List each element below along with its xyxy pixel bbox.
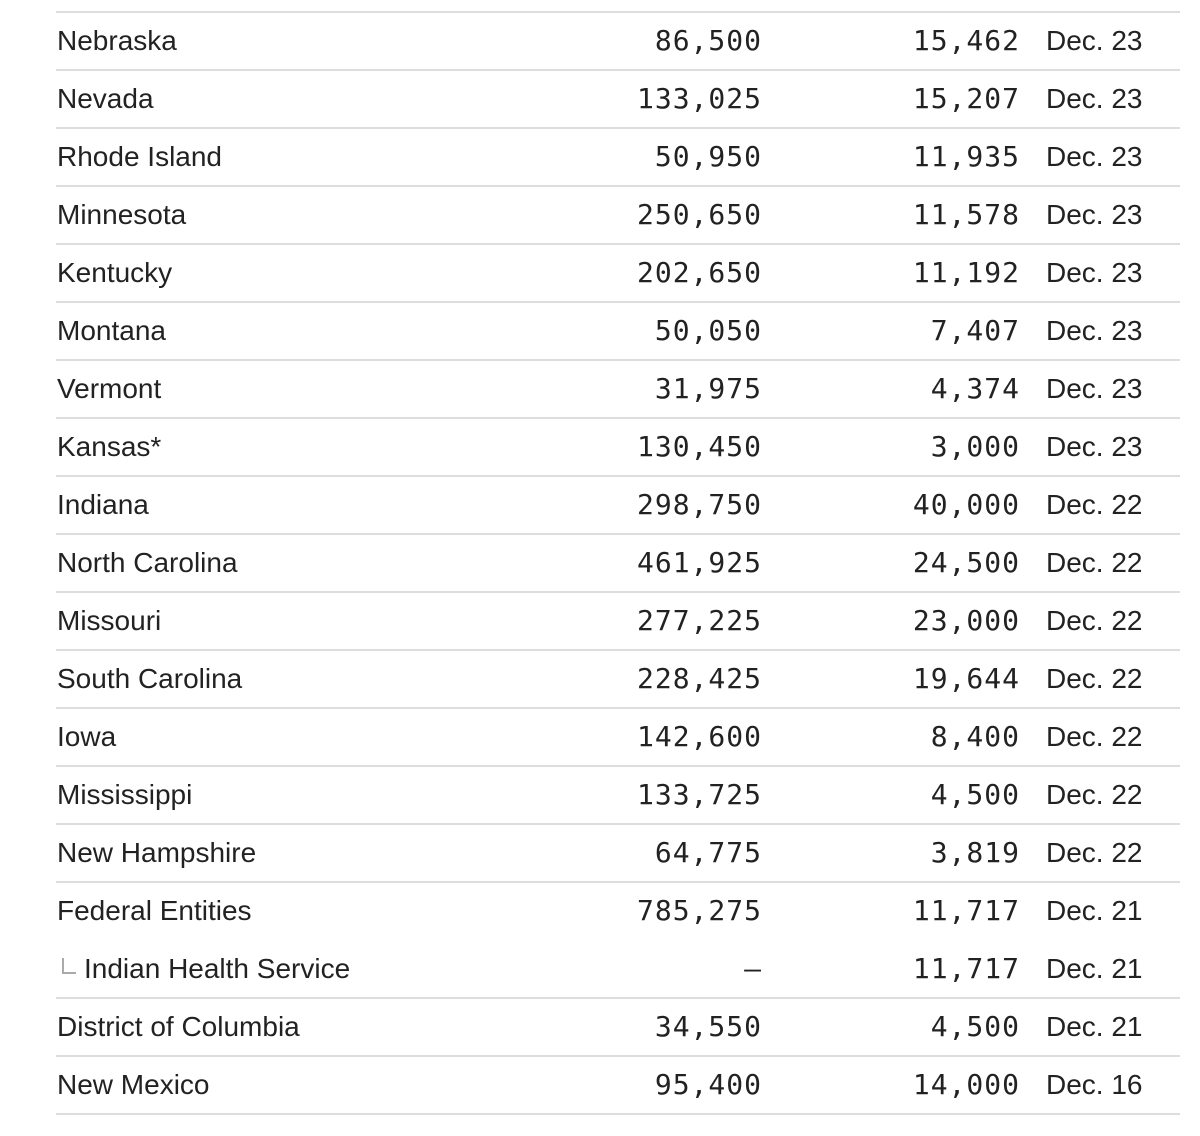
state-name: Missouri bbox=[57, 605, 162, 636]
doses-distributed: 50,950 bbox=[654, 140, 762, 173]
doses-distributed: 86,500 bbox=[654, 24, 762, 57]
state-name: Iowa bbox=[57, 721, 117, 752]
table-row bbox=[56, 71, 1180, 129]
table-row bbox=[56, 593, 1180, 651]
state-name: Mississippi bbox=[57, 779, 193, 810]
updated-date: Dec. 23 bbox=[1046, 199, 1143, 230]
state-name: Kentucky bbox=[57, 257, 173, 288]
indent-corner-icon bbox=[62, 958, 76, 974]
doses-administered: 40,000 bbox=[912, 488, 1020, 521]
updated-date: Dec. 22 bbox=[1046, 663, 1143, 694]
state-name: New Mexico bbox=[57, 1069, 210, 1100]
state-name: Minnesota bbox=[57, 199, 187, 230]
state-name: District of Columbia bbox=[57, 1011, 300, 1042]
updated-date: Dec. 23 bbox=[1046, 25, 1143, 56]
doses-distributed: 785,275 bbox=[636, 894, 762, 927]
doses-distributed: 34,550 bbox=[654, 1010, 762, 1043]
doses-distributed: – bbox=[744, 952, 762, 985]
doses-distributed: 130,450 bbox=[636, 430, 762, 463]
state-name: Montana bbox=[57, 315, 166, 346]
doses-distributed: 461,925 bbox=[636, 546, 762, 579]
doses-distributed: 277,225 bbox=[636, 604, 762, 637]
table-row-sub-entity bbox=[56, 941, 1180, 999]
vaccine-table bbox=[56, 11, 1180, 1115]
updated-date: Dec. 22 bbox=[1046, 721, 1143, 752]
updated-date: Dec. 21 bbox=[1046, 895, 1143, 926]
doses-distributed: 298,750 bbox=[636, 488, 762, 521]
updated-date: Dec. 22 bbox=[1046, 547, 1143, 578]
doses-administered: 11,717 bbox=[912, 894, 1020, 927]
doses-distributed: 228,425 bbox=[636, 662, 762, 695]
doses-administered: 11,935 bbox=[912, 140, 1020, 173]
table-row bbox=[56, 767, 1180, 825]
doses-administered: 4,500 bbox=[930, 1010, 1020, 1043]
doses-administered: 7,407 bbox=[930, 314, 1020, 347]
table-row bbox=[56, 477, 1180, 535]
table-row bbox=[56, 245, 1180, 303]
updated-date: Dec. 22 bbox=[1046, 837, 1143, 868]
table-row bbox=[56, 709, 1180, 767]
doses-administered: 3,819 bbox=[930, 836, 1020, 869]
doses-administered: 4,374 bbox=[930, 372, 1020, 405]
table-row bbox=[56, 535, 1180, 593]
doses-administered: 11,717 bbox=[912, 952, 1020, 985]
doses-administered: 24,500 bbox=[912, 546, 1020, 579]
doses-administered: 15,462 bbox=[912, 24, 1020, 57]
updated-date: Dec. 23 bbox=[1046, 373, 1143, 404]
updated-date: Dec. 23 bbox=[1046, 315, 1143, 346]
updated-date: Dec. 16 bbox=[1046, 1069, 1143, 1100]
table-row bbox=[56, 419, 1180, 477]
table-row bbox=[56, 1057, 1180, 1115]
state-name: Rhode Island bbox=[57, 141, 223, 172]
doses-administered: 11,578 bbox=[912, 198, 1020, 231]
doses-distributed: 133,725 bbox=[636, 778, 762, 811]
doses-distributed: 95,400 bbox=[654, 1068, 762, 1101]
doses-administered: 8,400 bbox=[930, 720, 1020, 753]
state-name: Nebraska bbox=[57, 25, 177, 56]
doses-administered: 19,644 bbox=[912, 662, 1020, 695]
state-name: Indiana bbox=[57, 489, 149, 520]
updated-date: Dec. 23 bbox=[1046, 83, 1143, 114]
table-row bbox=[56, 651, 1180, 709]
doses-administered: 15,207 bbox=[912, 82, 1020, 115]
state-name: Nevada bbox=[57, 83, 154, 114]
table-row bbox=[56, 883, 1180, 941]
updated-date: Dec. 22 bbox=[1046, 489, 1143, 520]
updated-date: Dec. 21 bbox=[1046, 953, 1143, 984]
doses-administered: 11,192 bbox=[912, 256, 1020, 289]
table-row bbox=[56, 187, 1180, 245]
updated-date: Dec. 21 bbox=[1046, 1011, 1143, 1042]
table-row bbox=[56, 129, 1180, 187]
doses-administered: 4,500 bbox=[930, 778, 1020, 811]
state-name: Kansas* bbox=[57, 431, 162, 462]
updated-date: Dec. 22 bbox=[1046, 605, 1143, 636]
doses-distributed: 50,050 bbox=[654, 314, 762, 347]
state-name: South Carolina bbox=[57, 663, 243, 694]
doses-distributed: 64,775 bbox=[654, 836, 762, 869]
doses-distributed: 142,600 bbox=[636, 720, 762, 753]
table-row bbox=[56, 13, 1180, 71]
doses-distributed: 250,650 bbox=[636, 198, 762, 231]
doses-distributed: 202,650 bbox=[636, 256, 762, 289]
doses-administered: 3,000 bbox=[930, 430, 1020, 463]
updated-date: Dec. 23 bbox=[1046, 257, 1143, 288]
state-name: New Hampshire bbox=[57, 837, 257, 868]
doses-administered: 14,000 bbox=[912, 1068, 1020, 1101]
updated-date: Dec. 22 bbox=[1046, 779, 1143, 810]
updated-date: Dec. 23 bbox=[1046, 431, 1143, 462]
state-name: Indian Health Service bbox=[84, 953, 351, 984]
state-name: Vermont bbox=[57, 373, 162, 404]
state-name: North Carolina bbox=[57, 547, 238, 578]
table-row bbox=[56, 303, 1180, 361]
table-row bbox=[56, 361, 1180, 419]
doses-administered: 23,000 bbox=[912, 604, 1020, 637]
doses-distributed: 133,025 bbox=[636, 82, 762, 115]
table-row bbox=[56, 999, 1180, 1057]
table-row bbox=[56, 825, 1180, 883]
doses-distributed: 31,975 bbox=[654, 372, 762, 405]
updated-date: Dec. 23 bbox=[1046, 141, 1143, 172]
sub-entity-label bbox=[57, 941, 350, 997]
state-name: Federal Entities bbox=[57, 895, 252, 926]
